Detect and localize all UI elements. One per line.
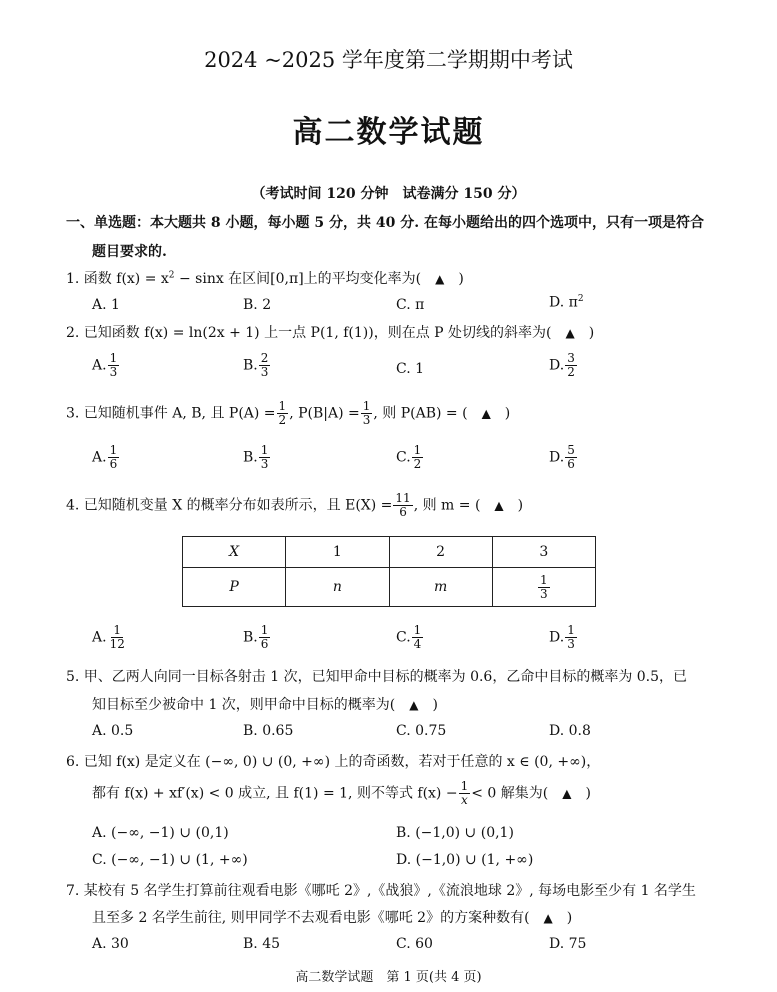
fraction <box>459 780 471 807</box>
q3-b-label: B. <box>243 449 258 466</box>
question-6-line2 <box>92 780 591 807</box>
question-5-line2 <box>92 694 438 714</box>
q1-option-c: C. π <box>396 297 425 313</box>
fraction <box>565 352 577 379</box>
q4-stem-b: , 则 m = ( <box>413 497 495 514</box>
q2-close: ) <box>574 325 595 341</box>
q7-option-d: D. 75 <box>549 936 587 952</box>
q4-stem-a: 4. 已知随机变量 X 的概率分布如表所示，且 E(X) = <box>66 497 393 514</box>
question-6-line1: 6. 已知 f(x) 是定义在 (−∞, 0) ∪ (0, +∞) 上的奇函数，若对于任意的 x ∈ (0, +∞)， <box>66 754 601 770</box>
q6-option-b: B. (−1,0) ∪ (0,1) <box>396 825 514 841</box>
question-3-stem <box>66 400 510 427</box>
q7-line2: 且至多 2 名学生前往, 则甲同学不去观看电影《哪吒 2》的方案种数有( <box>92 910 544 926</box>
numerator: 1 <box>362 399 371 413</box>
denominator: 3 <box>362 413 371 427</box>
section-heading-line2: 题目要求的. <box>92 244 167 260</box>
q1-option-d <box>549 294 584 311</box>
q4-close: ) <box>503 497 524 514</box>
table-cell: m <box>389 568 492 607</box>
numerator: 1 <box>109 443 118 457</box>
denominator: 3 <box>260 457 269 471</box>
fraction <box>361 400 373 427</box>
numerator: 1 <box>278 399 287 413</box>
q6-line2-a: 都有 f(x) + xf′(x) < 0 成立, 且 f(1) = 1, 则不等式 f(x) − <box>92 785 458 802</box>
q3-stem-b: , P(B|A) = <box>289 405 360 422</box>
q4-d-label: D. <box>549 629 565 646</box>
question-1-stem <box>66 268 464 288</box>
answer-triangle-icon: ▲ <box>494 498 504 513</box>
denominator: 2 <box>278 413 287 427</box>
q1-stem-b: − sinx 在区间[0,π]上的平均变化率为( <box>174 271 436 287</box>
q1-d-sup: 2 <box>577 294 584 304</box>
q2-b-label: B. <box>243 357 258 374</box>
exam-info: （考试时间 120 分钟 试卷满分 150 分） <box>251 186 526 202</box>
fraction <box>412 624 424 651</box>
fraction <box>412 444 424 471</box>
answer-triangle-icon: ▲ <box>565 326 575 340</box>
denominator: 6 <box>260 637 269 651</box>
denominator: 3 <box>109 365 118 379</box>
q4-a-label: A. <box>92 629 107 646</box>
page-title: 高二数学试题 <box>292 115 485 150</box>
q6-option-a: A. (−∞, −1) ∪ (0,1) <box>92 825 229 841</box>
denominator: x <box>461 793 468 807</box>
fraction <box>108 624 127 651</box>
q3-d-label: D. <box>549 449 565 466</box>
fraction <box>259 444 271 471</box>
q1-option-b: B. 2 <box>243 297 272 313</box>
fraction <box>277 400 289 427</box>
q3-stem-a: 3. 已知随机事件 A, B, 且 P(A) = <box>66 405 276 422</box>
numerator: 3 <box>567 351 575 365</box>
numerator: 1 <box>567 623 575 637</box>
q5-option-b: B. 0.65 <box>243 723 294 739</box>
q2-option-d <box>549 352 578 379</box>
denominator: 3 <box>540 586 548 601</box>
probability-table <box>182 536 596 607</box>
table-cell: P <box>183 568 286 607</box>
q4-option-b <box>243 624 271 651</box>
denominator: 3 <box>567 637 575 651</box>
fraction <box>538 574 550 601</box>
denominator: 6 <box>567 457 575 471</box>
q7-option-b: B. 45 <box>243 936 281 952</box>
q3-c-label: C. <box>396 449 411 466</box>
q4-option-a <box>92 624 128 651</box>
q4-b-label: B. <box>243 629 258 646</box>
q4-option-d <box>549 624 578 651</box>
q2-d-label: D. <box>549 357 565 374</box>
q3-option-c <box>396 444 424 471</box>
answer-triangle-icon: ▲ <box>562 786 572 801</box>
q2-option-b <box>243 352 271 379</box>
numerator: 1 <box>540 572 548 587</box>
q6-close: ) <box>571 785 591 802</box>
section-heading-line1: 一、单选题：本大题共 8 小题，每小题 5 分，共 40 分. 在每小题给出的四个选项中，只有一项是符合 <box>66 215 704 231</box>
answer-triangle-icon: ▲ <box>435 272 445 286</box>
fraction <box>565 444 577 471</box>
q3-a-label: A. <box>92 449 107 466</box>
q5-option-d: D. 0.8 <box>549 723 591 739</box>
denominator: 12 <box>109 637 125 651</box>
numerator: 1 <box>109 351 118 365</box>
q1-stem-a: 1. 函数 f(x) = x <box>66 271 169 287</box>
numerator: 1 <box>260 623 269 637</box>
answer-triangle-icon: ▲ <box>481 406 491 421</box>
q7-close: ) <box>552 910 573 926</box>
numerator: 1 <box>413 443 422 457</box>
table-cell: 1 <box>286 537 389 568</box>
question-5-line1: 5. 甲、乙两人向同一目标各射击 1 次，已知甲命中目标的概率为 0.6，乙命中目标的概率为 0.5，已 <box>66 669 688 685</box>
question-2-stem <box>66 322 594 342</box>
denominator: 3 <box>260 365 269 379</box>
exam-term: 2024 ~2025 学年度第二学期期中考试 <box>204 48 573 72</box>
denominator: 2 <box>413 457 422 471</box>
q5-option-c: C. 0.75 <box>396 723 447 739</box>
fraction <box>259 352 271 379</box>
denominator: 4 <box>413 637 422 651</box>
q4-option-c <box>396 624 424 651</box>
numerator: 1 <box>413 623 422 637</box>
numerator: 1 <box>460 779 469 793</box>
table-cell: X <box>183 537 286 568</box>
fraction <box>259 624 271 651</box>
denominator: 2 <box>567 365 575 379</box>
q5-option-a: A. 0.5 <box>92 723 134 739</box>
page-footer: 高二数学试题 第 1 页(共 4 页) <box>295 970 482 985</box>
table-cell: 3 <box>492 537 595 568</box>
q6-option-d: D. (−1,0) ∪ (1, +∞) <box>396 852 534 868</box>
denominator: 6 <box>109 457 118 471</box>
q3-close: ) <box>490 405 511 422</box>
question-7-line1: 7. 某校有 5 名学生打算前往观看电影《哪吒 2》,《战狼》,《流浪地球 2》, 每场电影至少有 1 名学生 <box>66 883 696 899</box>
answer-triangle-icon: ▲ <box>409 698 419 712</box>
numerator: 11 <box>395 491 411 505</box>
numerator: 1 <box>260 443 269 457</box>
q3-option-d <box>549 444 578 471</box>
table-cell: n <box>286 568 389 607</box>
answer-triangle-icon: ▲ <box>543 911 553 925</box>
table-cell: 2 <box>389 537 492 568</box>
q2-stem: 2. 已知函数 f(x) = ln(2x + 1) 上一点 P(1, f(1))，则在点 P 处切线的斜率为( <box>66 325 566 341</box>
q3-option-a <box>92 444 120 471</box>
question-4-stem <box>66 492 523 519</box>
numerator: 5 <box>567 443 575 457</box>
q5-line2: 知目标至少被命中 1 次，则甲命中目标的概率为( <box>92 697 410 713</box>
fraction <box>108 352 120 379</box>
q2-option-a <box>92 352 120 379</box>
table-row <box>183 537 596 568</box>
q1-option-a: A. 1 <box>92 297 120 313</box>
q3-option-b <box>243 444 271 471</box>
q7-option-c: C. 60 <box>396 936 433 952</box>
q7-option-a: A. 30 <box>92 936 129 952</box>
table-cell <box>492 568 595 607</box>
q2-a-label: A. <box>92 357 107 374</box>
q1-sup: 2 <box>168 270 175 281</box>
q2-option-c: C. 1 <box>396 361 425 377</box>
question-7-line2 <box>92 907 572 927</box>
fraction <box>108 444 120 471</box>
q1-d-base: D. π <box>549 294 578 311</box>
q4-c-label: C. <box>396 629 411 646</box>
denominator: 6 <box>399 505 407 519</box>
q5-close: ) <box>418 697 438 713</box>
numerator: 2 <box>260 351 269 365</box>
numerator: 1 <box>113 623 122 637</box>
table-row <box>183 568 596 607</box>
fraction <box>565 624 577 651</box>
q6-line2-b: < 0 解集为( <box>471 785 563 802</box>
q6-option-c: C. (−∞, −1) ∪ (1, +∞) <box>92 852 248 868</box>
q3-stem-c: , 则 P(AB) = ( <box>373 405 482 422</box>
q1-stem-c: ) <box>444 271 464 287</box>
fraction <box>393 492 412 519</box>
